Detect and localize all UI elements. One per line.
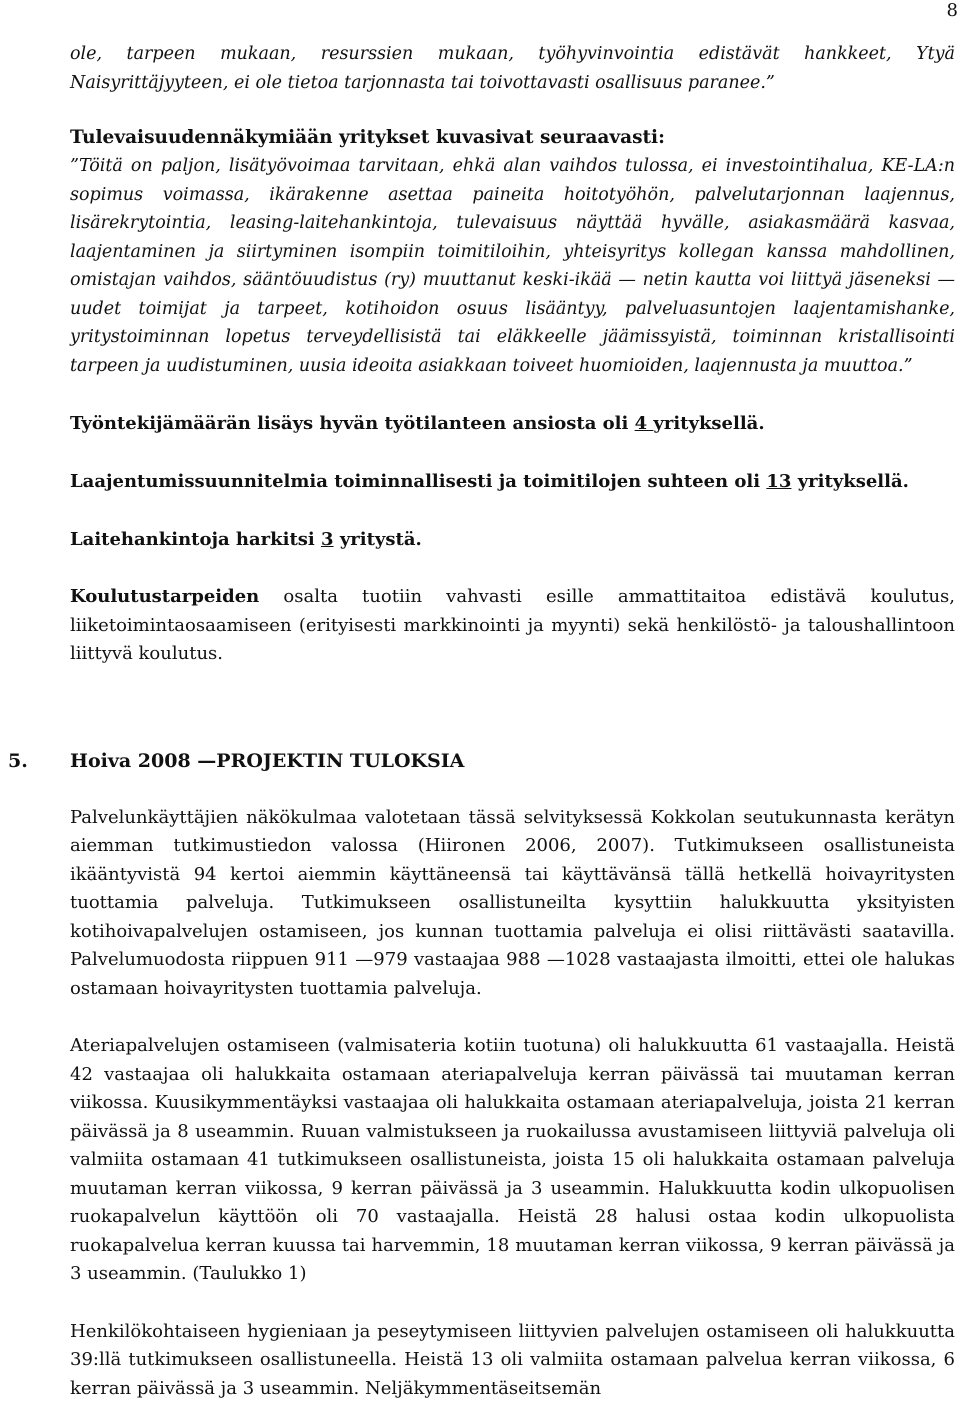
future-outlook-heading: Tulevaisuudennäkymiään yritykset kuvasivat seuraavasti:	[70, 127, 665, 148]
intro-paragraph: ole, tarpeen mukaan, resurssien mukaan, työhyvinvointia edistävät hankkeet, Ytyä Naisyrittäjyyteen, ei ole tietoa tarjonnasta tai toivottavasti osallisuus paranee.”	[70, 44, 955, 93]
body-paragraph: Palvelunkäyttäjien näkökulmaa valotetaan tässä selvityksessä Kokkolan seutukunnasta kerätyn aiemman tutkimustiedon valossa (Hiironen 2006, 2007). Tutkimukseen osallistuneista ikääntyvistä 94 kertoi aiemmin käyttäneensä tai käyttävänsä tällä hetkellä hoivayritysten tuottamia palveluja. Tutkimukseen osallistuneilta kysyttiin halukkuutta yksityisten kotihoivapalvelujen ostamiseen, jos kunnan tuottamia palveluja ei olisi riittävästi saatavilla. Palvelumuodosta riippuen 911 —979 vastaajaa 988 —1028 vastaajasta ilmoitti, ettei ole halukas ostamaan hoivayritysten tuottamia palveluja.	[70, 806, 955, 999]
stat-text: yrityksellä.	[653, 413, 765, 434]
section-number: 5.	[8, 749, 28, 772]
body-paragraph: Henkilökohtaiseen hygieniaan ja peseytymiseen liittyvien palvelujen ostamiseen oli halukkuutta 39:llä tutkimukseen osallistuneella. Heistä 13 oli valmiita ostamaan palvelua kerran viikossa, 6 kerran päivässä ja 3 useammin. Neljäkymmentäseitsemän	[70, 1320, 955, 1399]
stat-value: 13	[766, 471, 792, 492]
expansion-plans-stat	[70, 468, 955, 496]
stat-value: 3	[321, 529, 334, 550]
future-outlook-quote: ”Töitä on paljon, lisätyövoimaa tarvitaan, ehkä alan vaihdos tulossa, ei investointihalua, KE-LA:n sopimus voimassa, ikärakenne asettaa paineita hoitotyöhön, palvelutarjonnan laajennus, lisärekrytointia, leasing-laitehankintoja, tulevaisuus näyttää hyvälle, asiakasmäärä kasvaa, laajentaminen ja siirtyminen isompiin toimitiloihin, yhteisyritys kollegan kanssa mahdollinen, omistajan vaihdos, sääntöuudistus (ry) muuttanut keski-ikää — netin kautta voi liittyä jäseneksi — uudet toimijat ja tarpeet, kotihoidon osuus lisääntyy, palveluasuntojen laajentamishanke, yritystoiminnan lopetus terveydellisistä tai eläkkeelle jäämissyistä, toiminnan kristallisointi tarpeen ja uudistuminen, uusia ideoita asiakkaan toiveet huomioiden, laajennusta ja muuttoa.”	[70, 156, 955, 376]
stat-text: yrityksellä.	[791, 471, 909, 492]
training-needs-paragraph	[70, 583, 955, 669]
body-paragraph: Ateriapalvelujen ostamiseen (valmisateria kotiin tuotuna) oli halukkuutta 61 vastaajalla. Heistä 42 vastaajaa oli halukkaita ostamaan ateriapalveluja kerran päivässä tai muutaman kerran viikossa. Kuusikymmentäyksi vastaajaa oli halukkaita ostamaan ateriapalveluja, joista 21 kerran päivässä ja 8 useammin. Ruuan valmistukseen ja ruokailussa avustamiseen liittyviä palveluja oli valmiita ostamaan 41 tutkimukseen osallistuneista, joista 15 oli halukkaita ostamaan palveluja muutaman kerran viikossa, 9 kerran päivässä ja 3 useammin. Halukkuutta kodin ulkopuolisen ruokapalvelun käyttöön oli 70 vastaajalla. Heistä 28 halusi ostaa kodin ulkopuolista ruokapalvelua kerran kuussa tai harvemmin, 18 muutaman kerran viikossa, 9 kerran päivässä ja 3 useammin. (Taulukko 1)	[70, 1035, 955, 1284]
stat-text: Laitehankintoja harkitsi	[70, 529, 322, 550]
document-body	[8, 40, 955, 1403]
stat-text: yritystä.	[333, 529, 422, 550]
stat-text: Laajentumissuunnitelmia toiminnallisesti ja toimitilojen suhteen oli	[70, 471, 767, 492]
section-title: Hoiva 2008 —PROJEKTIN TULOKSIA	[70, 749, 465, 772]
training-needs-text: osalta tuotiin vahvasti esille ammattitaitoa edistävä koulutus, liiketoimintaosaamiseen (erityisesti markkinointi ja myynti) sekä henkilöstö- ja taloushallintoon liittyvä koulutus.	[70, 586, 955, 664]
page-number: 8	[946, 0, 958, 21]
stat-value: 4	[634, 413, 654, 434]
equipment-purchase-stat	[70, 526, 955, 554]
section-heading	[8, 747, 955, 775]
stat-text: Työntekijämäärän lisäys hyvän työtilanteen ansiosta oli	[70, 413, 635, 434]
employee-increase-stat	[70, 410, 955, 438]
training-needs-term: Koulutustarpeiden	[70, 586, 260, 607]
